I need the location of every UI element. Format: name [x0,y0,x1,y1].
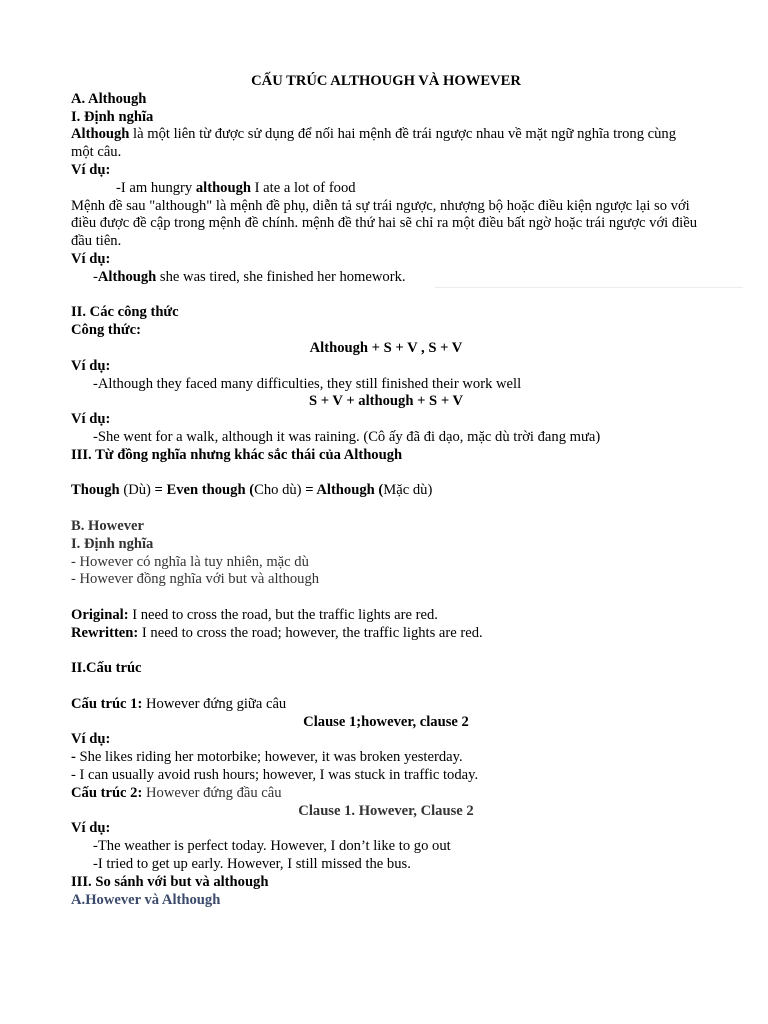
example-text: I tried to get up early. However, I still missed the bus. [97,856,411,873]
structure-2 [71,785,701,803]
spacer [71,643,701,661]
structure-1-text: However đứng giữa câu [142,695,287,712]
bullet-dash: - [116,179,121,196]
example-label: Ví dụ: [71,731,111,748]
explanation-paragraph: Mệnh đề sau "although" là mệnh đề phụ, diễn tả sự trái ngược, nhượng bộ hoặc điều kiện ngược lại so với điều được đề cập trong mệnh đề chính. mệnh đề thứ hai sẽ chỉ ra một điều bất ngờ hoặc trái ngược với điều đầu tiên. [71,197,698,250]
example-item [71,269,701,287]
synonym-meaning: Cho dù) [254,482,306,499]
section-a-heading: A. Although [71,90,147,107]
example-text: She went for a walk, although it was raining. (Cô ấy đã đi dạo, mặc dù trời đang mưa) [97,428,601,445]
document-title: CẤU TRÚC ALTHOUGH VÀ HOWEVER [251,73,521,89]
example-text: Although they faced many difficulties, they still finished their work well [97,375,522,392]
formula-2: S + V + although + S + V [308,393,464,410]
structure-2-text: However đứng đầu câu [142,784,282,801]
section-b-heading: B. However [71,517,144,534]
section-b-definition-heading: I. Định nghĩa [71,535,154,552]
example-item [71,856,701,874]
document-body [71,73,701,909]
original-label: Original: [71,606,129,623]
example-item [71,429,701,447]
bullet-dash: - [93,375,98,392]
example-item [71,838,701,856]
example-text: she was tired, she finished her homework. [156,268,406,285]
example-text: I ate a lot of food [251,179,356,196]
formula-1: Although + S + V , S + V [309,339,463,356]
rewritten-sentence [71,625,701,643]
example-label: Ví dụ: [71,411,111,428]
original-sentence [71,607,701,625]
synonym-meaning: (Dù) [119,482,155,499]
example-label: Ví dụ: [71,357,111,374]
compare-section-heading: III. So sánh với but và although [71,873,269,890]
structure-1-label: Cấu trúc 1: [71,695,143,712]
example-item [71,749,701,767]
structure-1 [71,696,701,714]
spacer [71,465,701,483]
spacer [71,589,701,607]
example-text: She likes riding her motorbike; however, it was broken yesterday. [79,749,463,766]
although-definition [71,126,701,162]
example-keyword: although [195,179,252,196]
synonyms-line [71,482,701,500]
formula-label: Công thức: [71,322,141,339]
bullet-dash: - [71,749,80,766]
original-text: I need to cross the road, but the traffic lights are red. [128,606,438,623]
although-term: Although [71,126,130,143]
synonym-meaning: Mặc dù) [383,482,433,499]
although-definition-text: là một liên từ được sử dụng để nối hai mệnh đề trái ngược nhau về mặt ngữ nghĩa trong cùng một câu. [71,126,677,161]
structure-1-formula: Clause 1;however, clause 2 [303,713,469,730]
example-item [71,180,701,198]
example-item: - I can usually avoid rush hours; however, I was stuck in traffic today. [71,767,479,784]
example-label: Ví dụ: [71,161,111,178]
however-definition-1: - However có nghĩa là tuy nhiên, mặc dù [71,553,309,570]
structure-2-label: Cấu trúc 2: [71,784,143,801]
synonym-section-heading: III. Từ đồng nghĩa nhưng khác sắc thái của Although [71,446,403,463]
example-label: Ví dụ: [71,250,111,267]
compare-subheading: A.However và Although [71,891,221,908]
rewritten-label: Rewritten: [71,624,139,641]
bullet-dash: - [93,268,98,285]
spacer [71,500,701,518]
synonym-term: = Even though ( [154,482,255,499]
example-item [71,376,701,394]
structure-section-heading: II.Cấu trúc [71,660,142,677]
formula-section-heading: II. Các công thức [71,304,179,321]
synonym-term: = Although ( [305,482,384,499]
bullet-dash: - [93,838,98,855]
example-text: I am hungry [120,179,196,196]
section-a-definition-heading: I. Định nghĩa [71,108,154,125]
bullet-dash: - [93,428,98,445]
structure-2-formula: Clause 1. However, Clause 2 [298,802,474,819]
example-keyword: Although [97,268,157,285]
rewritten-text: I need to cross the road; however, the traffic lights are red. [138,624,483,641]
bullet-dash: - [93,856,98,873]
synonym-term: Though [71,482,120,499]
example-label: Ví dụ: [71,820,111,837]
spacer [71,287,701,305]
however-definition-2: - However đồng nghĩa với but và although [71,571,320,588]
example-text: The weather is perfect today. However, I don’t like to go out [97,838,451,855]
spacer [71,678,701,696]
